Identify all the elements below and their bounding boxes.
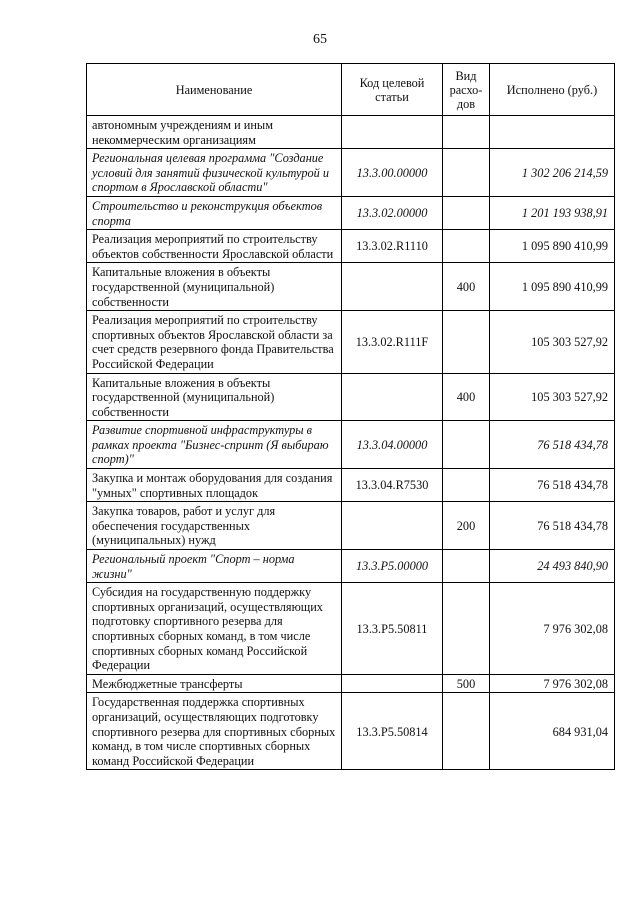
cell-type: 400 xyxy=(443,373,490,421)
cell-type xyxy=(443,469,490,502)
cell-code: 13.3.P5.00000 xyxy=(342,550,443,583)
cell-code: 13.3.00.00000 xyxy=(342,149,443,197)
cell-type xyxy=(443,550,490,583)
cell-amount: 1 302 206 214,59 xyxy=(490,149,615,197)
cell-amount: 684 931,04 xyxy=(490,693,615,770)
table-row xyxy=(87,469,615,502)
table-body xyxy=(87,116,615,770)
cell-name: Закупка и монтаж оборудования для создания "умных" спортивных площадок xyxy=(87,469,342,502)
cell-name: Закупка товаров, работ и услуг для обеспечения государственных (муниципальных) нужд xyxy=(87,502,342,550)
cell-name: Региональная целевая программа "Создание условий для занятий физической культурой и спортом в Ярославской области" xyxy=(87,149,342,197)
table-row xyxy=(87,373,615,421)
table-row xyxy=(87,263,615,311)
cell-code: 13.3.02.R1110 xyxy=(342,230,443,263)
cell-code xyxy=(342,263,443,311)
cell-name: Капитальные вложения в объекты государственной (муниципальной) собственности xyxy=(87,263,342,311)
cell-name: Реализация мероприятий по строительству объектов собственности Ярославской области xyxy=(87,230,342,263)
cell-code xyxy=(342,674,443,693)
cell-amount: 24 493 840,90 xyxy=(490,550,615,583)
table-row xyxy=(87,230,615,263)
cell-amount: 105 303 527,92 xyxy=(490,311,615,373)
cell-type xyxy=(443,421,490,469)
header-code: Код целевой статьи xyxy=(342,64,443,116)
cell-code: 13.3.P5.50811 xyxy=(342,583,443,675)
budget-table xyxy=(86,63,615,770)
cell-name: Капитальные вложения в объекты государственной (муниципальной) собственности xyxy=(87,373,342,421)
table-row xyxy=(87,693,615,770)
cell-amount: 105 303 527,92 xyxy=(490,373,615,421)
cell-type xyxy=(443,230,490,263)
cell-type xyxy=(443,196,490,229)
cell-type xyxy=(443,149,490,197)
cell-code: 13.3.P5.50814 xyxy=(342,693,443,770)
header-name: Наименование xyxy=(87,64,342,116)
cell-amount: 1 095 890 410,99 xyxy=(490,263,615,311)
cell-name: Государственная поддержка спортивных организаций, осуществляющих подготовку спортивного резерва для спортивных сборных команд, в том числе спортивных сборных команд Российской Федерации xyxy=(87,693,342,770)
cell-type xyxy=(443,693,490,770)
cell-code xyxy=(342,116,443,149)
table-row xyxy=(87,550,615,583)
cell-amount: 1 201 193 938,91 xyxy=(490,196,615,229)
cell-code: 13.3.02.R111F xyxy=(342,311,443,373)
table-row xyxy=(87,311,615,373)
cell-type: 400 xyxy=(443,263,490,311)
table-row xyxy=(87,149,615,197)
table-row xyxy=(87,583,615,675)
page-number: 65 xyxy=(313,32,327,47)
cell-name: Строительство и реконструкция объектов спорта xyxy=(87,196,342,229)
table-header-row xyxy=(87,64,615,116)
cell-name: Субсидия на государственную поддержку спортивных организаций, осуществляющих подготовку спортивного резерва для спортивных сборных команд, в том числе спортивных сборных команд Российской Федерации xyxy=(87,583,342,675)
cell-type: 500 xyxy=(443,674,490,693)
cell-code: 13.3.04.00000 xyxy=(342,421,443,469)
table-row xyxy=(87,421,615,469)
header-type: Вид расхо-дов xyxy=(443,64,490,116)
cell-code: 13.3.04.R7530 xyxy=(342,469,443,502)
table-row xyxy=(87,502,615,550)
table-row xyxy=(87,674,615,693)
cell-type xyxy=(443,583,490,675)
cell-amount xyxy=(490,116,615,149)
cell-amount: 1 095 890 410,99 xyxy=(490,230,615,263)
cell-code: 13.3.02.00000 xyxy=(342,196,443,229)
cell-name: Реализация мероприятий по строительству спортивных объектов Ярославской области за счет средств резервного фонда Правительства Российской Федерации xyxy=(87,311,342,373)
cell-code xyxy=(342,502,443,550)
cell-amount: 7 976 302,08 xyxy=(490,674,615,693)
cell-type: 200 xyxy=(443,502,490,550)
cell-code xyxy=(342,373,443,421)
cell-amount: 76 518 434,78 xyxy=(490,421,615,469)
table-row xyxy=(87,196,615,229)
cell-amount: 76 518 434,78 xyxy=(490,502,615,550)
header-amount: Исполнено (руб.) xyxy=(490,64,615,116)
cell-amount: 7 976 302,08 xyxy=(490,583,615,675)
cell-name: Развитие спортивной инфраструктуры в рамках проекта "Бизнес-спринт (Я выбираю спорт)" xyxy=(87,421,342,469)
table-row xyxy=(87,116,615,149)
cell-name: автономным учреждениям и иным некоммерческим организациям xyxy=(87,116,342,149)
cell-name: Межбюджетные трансферты xyxy=(87,674,342,693)
cell-type xyxy=(443,311,490,373)
cell-name: Региональный проект "Спорт – норма жизни" xyxy=(87,550,342,583)
cell-type xyxy=(443,116,490,149)
cell-amount: 76 518 434,78 xyxy=(490,469,615,502)
